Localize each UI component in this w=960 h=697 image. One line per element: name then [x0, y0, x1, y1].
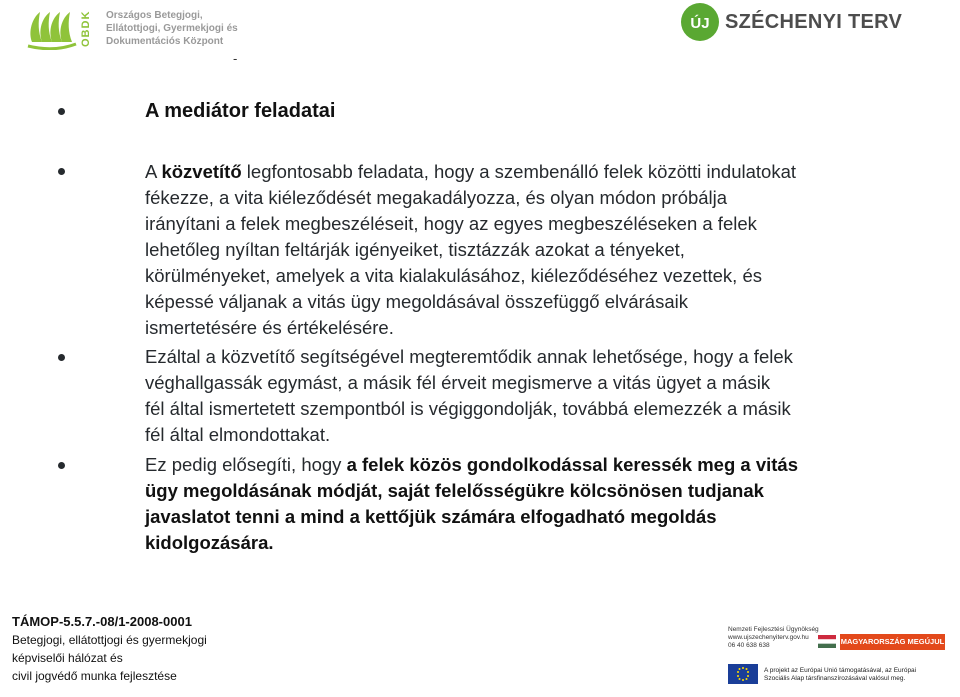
obdk-name	[106, 9, 238, 48]
hungarian-flag-icon	[818, 635, 836, 648]
szechenyi-mark: ÚJ	[690, 15, 710, 32]
szechenyi-logo	[680, 2, 940, 46]
p1-keyword: közvetítő	[161, 161, 242, 182]
paragraph-1-line-2: fékezze, a vita kiéleződését megakadályozza, és olyan módon próbálja	[145, 187, 728, 208]
eu-line-1: A projekt az Európai Unió támogatásával, az Európai	[764, 667, 917, 674]
paragraph-1-line-6: képessé váljanak a vitás ügy megoldásával összefüggő elvárásaik	[145, 291, 688, 312]
paragraph-3-line-2: ügy megoldásának módját, saját felelősségükre kölcsönösen tudjanak	[145, 480, 764, 501]
obdk-leaf-icon	[26, 6, 78, 50]
p1-lead: A	[145, 161, 162, 182]
p1-line-1-text: legfontosabb feladata, hogy a szembenálló felek közötti indulatokat	[241, 161, 796, 182]
bullet-dot	[58, 168, 65, 175]
szechenyi-circle-icon	[680, 2, 720, 42]
paragraph-1-line-7: ismertetésére és értékelésére.	[145, 317, 394, 338]
footer-project-info	[12, 613, 207, 685]
paragraph-2-line-3: fél által ismertetett szempontból is végiggondolják, továbbá elemezzék a másik	[145, 398, 791, 419]
obdk-abbr: OBDK	[80, 10, 92, 48]
magyarorszag-megujul-badge: MAGYARORSZÁG MEGÚJUL	[840, 634, 945, 650]
paragraph-2	[145, 344, 905, 448]
paragraph-1-line-4: lehetőleg nyíltan feltárják igényeiket, tisztázzák azokat a tényeket,	[145, 239, 685, 260]
nfu-line-1: Nemzeti Fejlesztési Ügynökség	[728, 626, 819, 633]
szechenyi-title: SZÉCHENYI TERV	[725, 11, 903, 33]
funding-banner	[714, 626, 946, 692]
nfu-line-2: www.ujszechenyiterv.gov.hu	[728, 634, 809, 641]
project-code: TÁMOP-5.5.7.-08/1-2008-0001	[12, 614, 192, 629]
project-line-1: Betegjogi, ellátottjogi és gyermekjogi	[12, 633, 207, 647]
paragraph-1	[145, 159, 905, 341]
paragraph-1-line-5: körülményeket, amelyek a vita kialakulásához, kiéleződéséhez vezettek, és	[145, 265, 762, 286]
header-dash: -	[233, 51, 238, 66]
eu-funding-note	[764, 667, 916, 683]
project-line-2: képviselői hálózat és	[12, 651, 123, 665]
paragraph-3-line-4: kidolgozására.	[145, 532, 274, 553]
slide-title: A mediátor feladatai	[145, 100, 336, 122]
bullet-dot	[58, 108, 65, 115]
bullet-dot	[58, 462, 65, 469]
bullet-dot	[58, 354, 65, 361]
p3-bold-1: a felek közös gondolkodással keressék meg a vitás	[346, 454, 798, 475]
paragraph-2-line-2: véghallgassák egymást, a másik fél érveit megismerve a vitás ügyet a másik	[145, 372, 771, 393]
obdk-line-1: Országos Betegjogi,	[106, 10, 203, 21]
paragraph-3-line-3: javaslatot tenni a mind a kettőjük számára elfogadható megoldás	[145, 506, 717, 527]
obdk-line-3: Dokumentációs Központ	[106, 36, 224, 47]
obdk-line-2: Ellátottjogi, Gyermekjogi és	[106, 23, 238, 34]
paragraph-1-line-1	[145, 159, 905, 185]
p3-plain: Ez pedig elősegíti, hogy	[145, 454, 347, 475]
paragraph-1-line-3: irányítani a felek megbeszéléseit, hogy az egyes megbeszéléseken a felek	[145, 213, 757, 234]
paragraph-2-line-4: fél által elmondottakat.	[145, 424, 331, 445]
eu-line-2: Szociális Alap társfinanszírozásával valósul meg.	[764, 675, 906, 682]
nfu-info	[728, 626, 819, 650]
obdk-logo	[26, 6, 246, 52]
nfu-line-3: 06 40 638 638	[728, 642, 770, 649]
paragraph-3	[145, 452, 905, 556]
project-line-3: civil jogvédő munka fejlesztése	[12, 669, 177, 683]
eu-flag-icon	[728, 664, 758, 684]
paragraph-3-line-1	[145, 452, 905, 478]
paragraph-2-line-1: Ezáltal a közvetítő segítségével megteremtődik annak lehetősége, hogy a felek	[145, 346, 793, 367]
